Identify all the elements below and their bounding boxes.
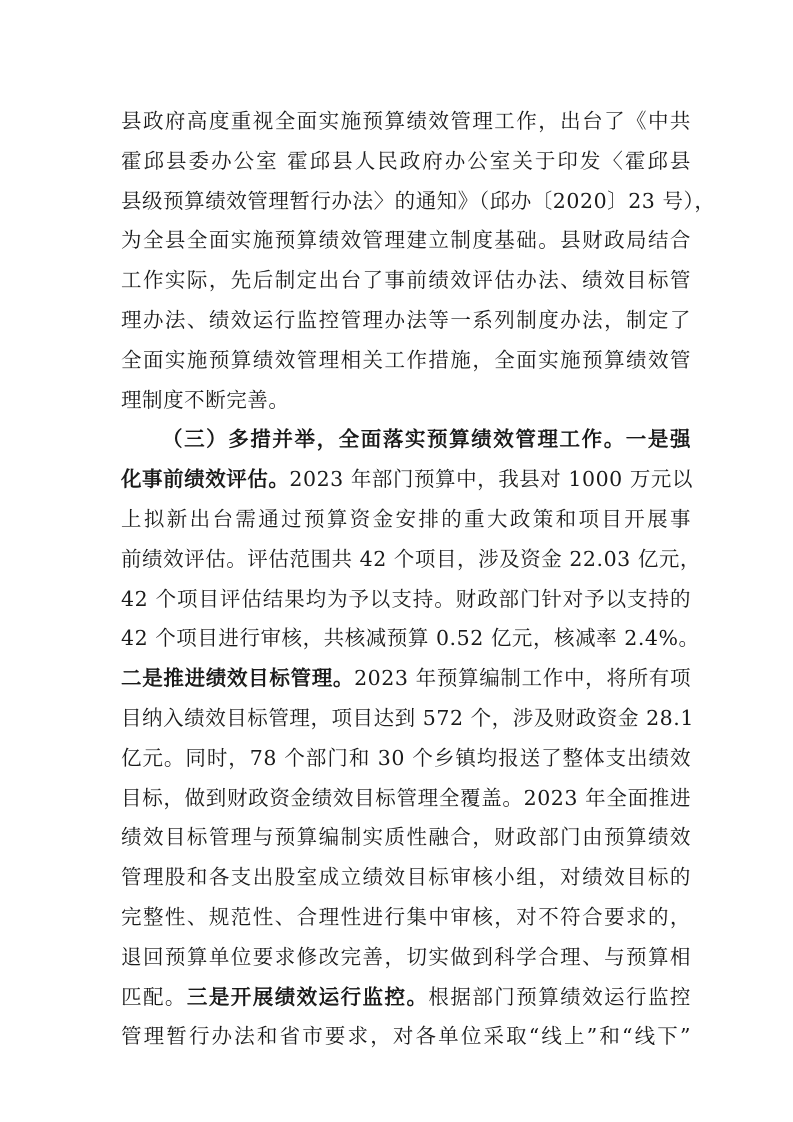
paragraph2-line-4: 前绩效评估。评估范围共 42 个项目，涉及资金 22.03 亿元， xyxy=(121,546,701,571)
paragraph1-line-8: 理制度不断完善。 xyxy=(121,387,290,412)
paragraph2-line-7-rest: 2023 年预算编制工作中，将所有项 xyxy=(354,666,691,691)
paragraph2-line-2-rest: 2023 年部门预算中，我县对 1000 万元以 xyxy=(289,467,693,492)
section-heading-line: （三）多措并举，全面落实预算绩效管理工作。一是强 xyxy=(162,427,691,452)
paragraph2-line-11: 绩效目标管理与预算编制实质性融合，财政部门由预算绩效 xyxy=(121,825,691,850)
paragraph2-line-10: 目标，做到财政资金绩效目标管理全覆盖。2023 年全面推进 xyxy=(121,785,691,810)
paragraph2-line-8: 目纳入绩效目标管理，项目达到 572 个，涉及财政资金 28.1 xyxy=(121,705,694,730)
paragraph2-line-13: 完整性、规范性、合理性进行集中审核，对不符合要求的， xyxy=(121,904,691,929)
heading-bold-1: 化事前绩效评估。 xyxy=(121,467,290,492)
heading-bold-2: 二是推进绩效目标管理。 xyxy=(121,666,355,691)
paragraph2-line-9: 亿元。同时，78 个部门和 30 个乡镇均报送了整体支出绩效 xyxy=(121,745,691,770)
paragraph1-line-2: 霍邱县委办公室 霍邱县人民政府办公室关于印发〈霍邱县 xyxy=(121,148,691,173)
paragraph1-line-7: 全面实施预算绩效管理相关工作措施，全面实施预算绩效管 xyxy=(121,347,691,372)
paragraph2-line-15-start: 匹配。 xyxy=(121,984,187,1009)
paragraph2-line-3: 上拟新出台需通过预算资金安排的重大政策和项目开展事 xyxy=(121,506,691,531)
heading-bold-3: 三是开展绩效运行监控。 xyxy=(186,984,429,1009)
paragraph1-line-3: 县级预算绩效管理暂行办法〉的通知》（邱办〔2020〕23 号）， xyxy=(121,188,716,213)
paragraph2-line-14: 退回预算单位要求修改完善，切实做到科学合理、与预算相 xyxy=(121,944,691,969)
paragraph2-line-15 xyxy=(121,978,691,1018)
paragraph1-line-6: 理办法、绩效运行监控管理办法等一系列制度办法，制定了 xyxy=(121,307,691,332)
paragraph1-line-5: 工作实际，先后制定出台了事前绩效评估办法、绩效目标管 xyxy=(121,268,691,293)
paragraph2-line-7 xyxy=(121,659,691,699)
paragraph2-line-16: 管理暂行办法和省市要求，对各单位采取“线上”和“线下” xyxy=(121,1024,691,1049)
paragraph1-line-1: 县政府高度重视全面实施预算绩效管理工作，出台了《中共 xyxy=(121,109,691,133)
paragraph2-line-6: 42 个项目进行审核，共核减预算 0.52 亿元，核减率 2.4%。 xyxy=(121,626,700,651)
paragraph2-line-2 xyxy=(121,460,691,500)
paragraph1-line-4: 为全县全面实施预算绩效管理建立制度基础。县财政局结合 xyxy=(121,228,691,253)
paragraph2-line-5: 42 个项目评估结果均为予以支持。财政部门针对予以支持的 xyxy=(121,586,691,611)
paragraph2-line-12: 管理股和各支出股室成立绩效目标审核小组，对绩效目标的 xyxy=(121,865,691,890)
body-text xyxy=(121,102,716,1057)
paragraph2-line-15-rest: 根据部门预算绩效运行监控 xyxy=(428,984,691,1009)
